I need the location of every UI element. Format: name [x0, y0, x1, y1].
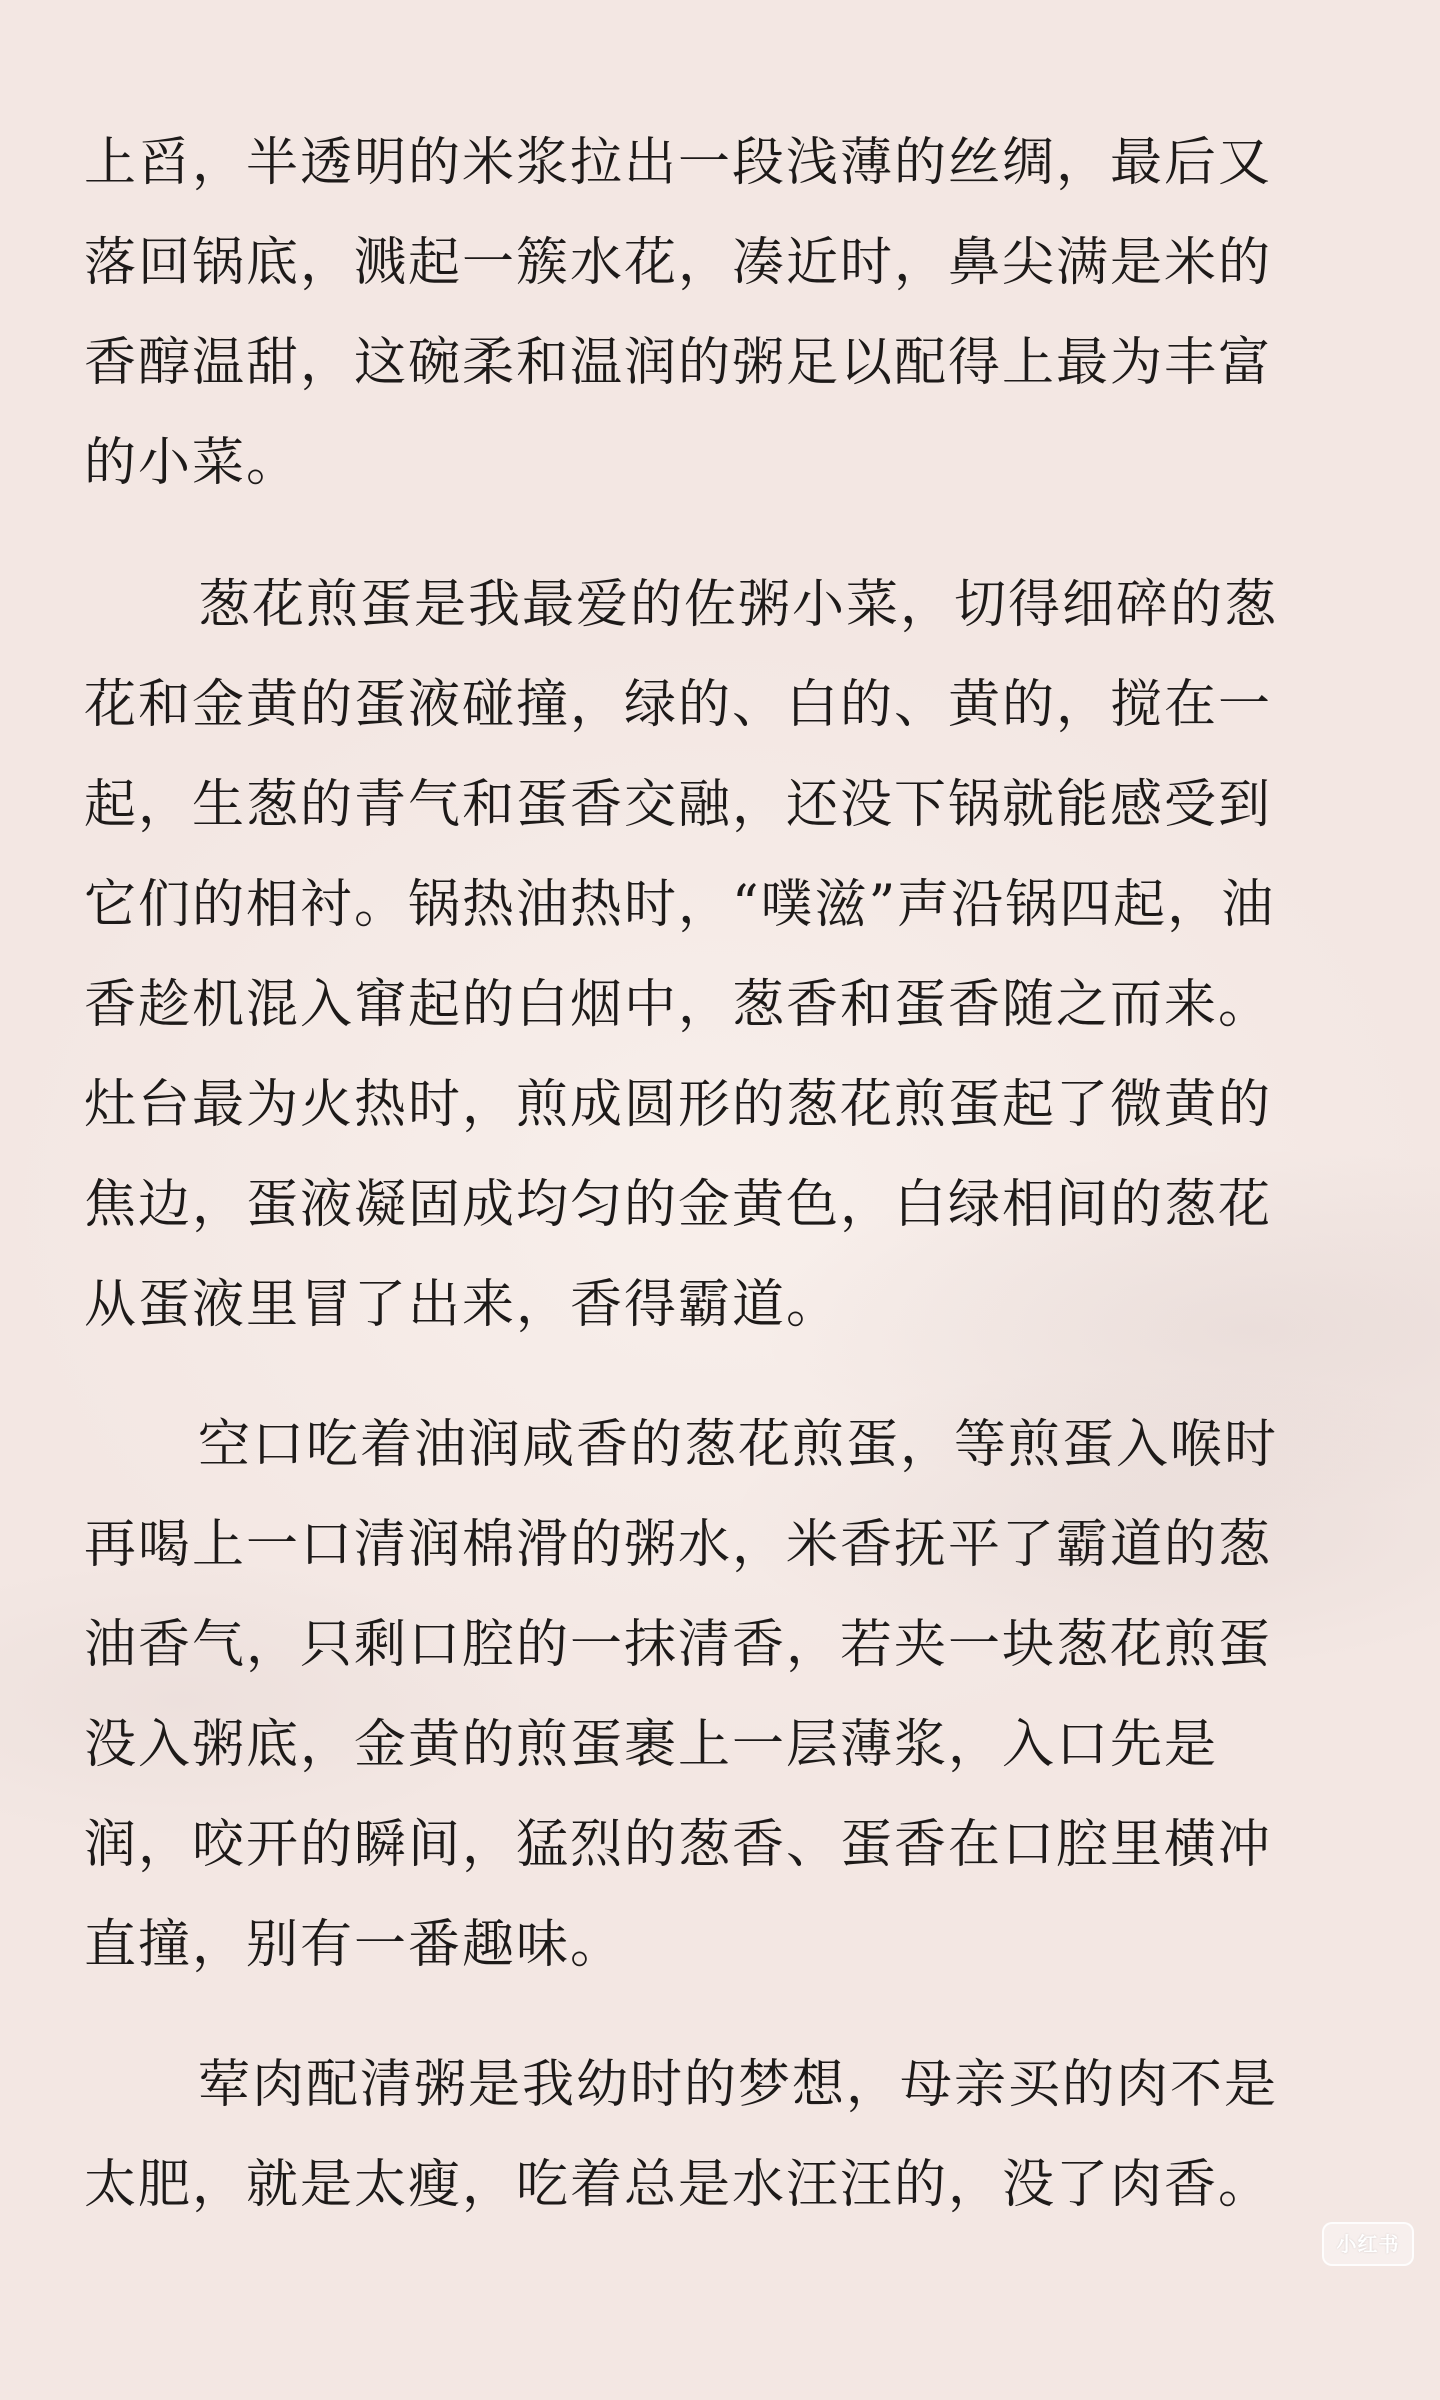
text-line: 灶台最为火热时，煎成圆形的葱花煎蛋起了微黄的 [84, 1075, 1273, 1135]
text-line: 葱花煎蛋是我最爱的佐粥小菜，切得细碎的葱 [198, 575, 1279, 635]
text-line: 空口吃着油润咸香的葱花煎蛋，等煎蛋入喉时 [198, 1415, 1279, 1475]
text-line: 荤肉配清粥是我幼时的梦想，母亲买的肉不是 [198, 2055, 1279, 2115]
text-line: 直撞，别有一番趣味。 [84, 1915, 625, 1975]
text-line: 没入粥底，金黄的煎蛋裹上一层薄浆，入口先是 [84, 1715, 1219, 1775]
paragraph-2 [84, 555, 1356, 1355]
text-line: 香醇温甜，这碗柔和温润的粥足以配得上最为丰富 [84, 333, 1273, 393]
text-line: 从蛋液里冒了出来，香得霸道。 [84, 1275, 841, 1335]
paragraph-3 [84, 1395, 1356, 1995]
text-line: 落回锅底，溅起一簇水花，凑近时，鼻尖满是米的 [84, 233, 1273, 293]
text-line: 香趁机混入窜起的白烟中，葱香和蛋香随之而来。 [84, 975, 1273, 1035]
paragraph-1 [84, 113, 1356, 513]
text-line: 油香气，只剩口腔的一抹清香，若夹一块葱花煎蛋 [84, 1615, 1273, 1675]
text-line: 太肥，就是太瘦，吃着总是水汪汪的，没了肉香。 [84, 2155, 1273, 2215]
text-line: 的小菜。 [84, 433, 301, 493]
xiaohongshu-watermark-logo: 小红书 [1322, 2222, 1414, 2266]
text-line: 再喝上一口清润棉滑的粥水，米香抚平了霸道的葱 [84, 1515, 1273, 1575]
text-line: 起，生葱的青气和蛋香交融，还没下锅就能感受到 [84, 775, 1273, 835]
text-line: 花和金黄的蛋液碰撞，绿的、白的、黄的，搅在一 [84, 675, 1273, 735]
text-line: 上舀，半透明的米浆拉出一段浅薄的丝绸，最后又 [84, 133, 1273, 193]
text-line: 润，咬开的瞬间，猛烈的葱香、蛋香在口腔里横冲 [84, 1815, 1273, 1875]
paragraph-4 [84, 2035, 1356, 2235]
text-line: 它们的相衬。锅热油热时，“噗滋”声沿锅四起，油 [84, 875, 1276, 935]
text-line: 焦边，蛋液凝固成均匀的金黄色，白绿相间的葱花 [84, 1175, 1273, 1235]
